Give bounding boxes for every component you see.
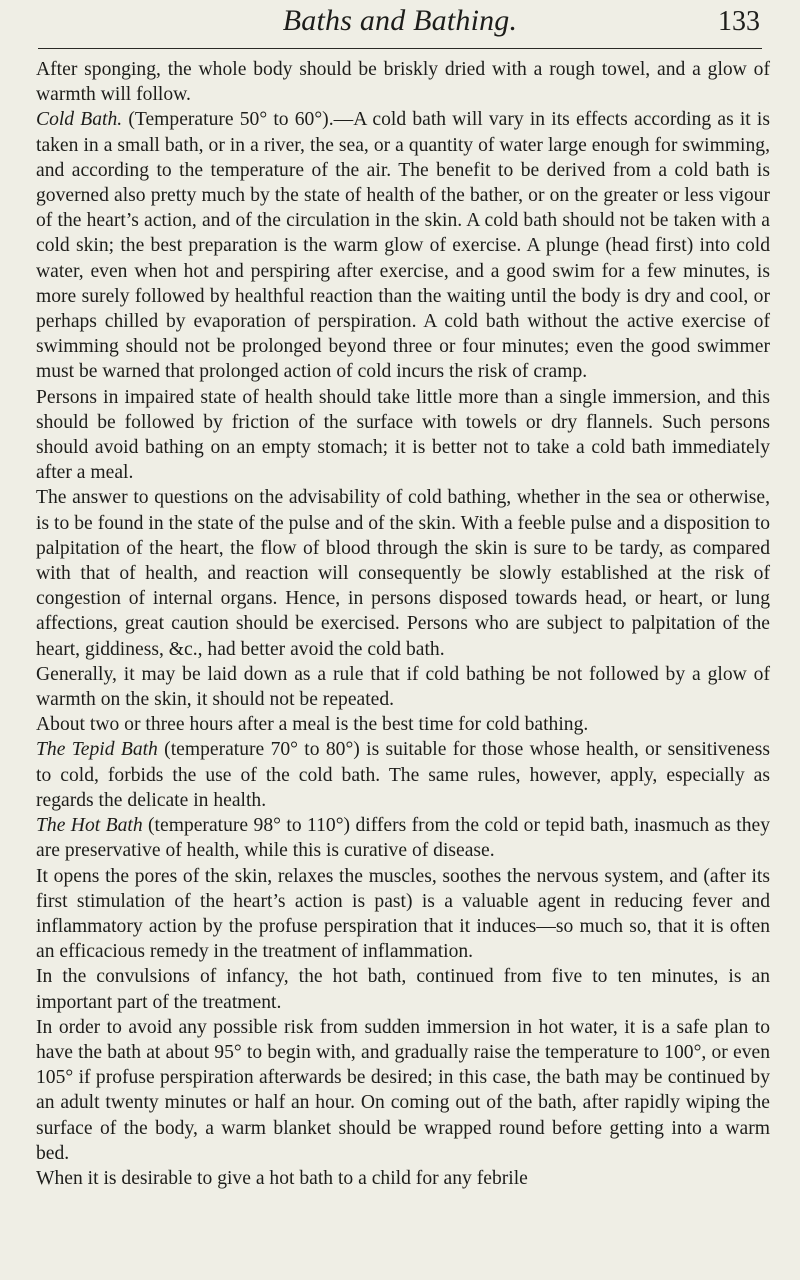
paragraph-text: Persons in impaired state of health should take little more than a single immersion, and this should be followed by friction of the surface with towels or dry flannels. Such persons should avoid bathing on an empty stomach; it is better not to take a cold bath immediately after a meal.	[36, 386, 770, 484]
paragraph	[36, 385, 770, 486]
paragraph	[36, 485, 770, 661]
paragraph	[36, 712, 770, 737]
paragraph	[36, 57, 770, 107]
paragraph-text: About two or three hours after a meal is the best time for cold bathing.	[36, 714, 589, 736]
paragraph-text: The answer to questions on the advisability of cold bathing, whether in the sea or otherwise, is to be found in the state of the pulse and of the skin. With a feeble pulse and a disposition to palpitation of the heart, the flow of blood through the skin is sure to be tardy, as compared with that of health, and reaction will consequently be slowly established at the risk of congestion of internal organs. Hence, in persons disposed towards head, or heart, or lung affections, great caution should be exercised. Persons who are subject to palpitation of the heart, giddiness, &c., had better avoid the cold bath.	[36, 487, 770, 660]
paragraph	[36, 964, 770, 1014]
paragraph-text: In order to avoid any possible risk from sudden immersion in hot water, it is a safe plan to have the bath at about 95° to begin with, and gradually raise the temperature to 100°, or even 105° if profuse perspiration afterwards be desired; in this case, the bath may be continued by an adult twenty minutes or half an hour. On coming out of the bath, after rapidly wiping the surface of the body, a warm blanket should be wrapped round before getting into a warm bed.	[36, 1016, 770, 1164]
paragraph-text: After sponging, the whole body should be briskly dried with a rough towel, and a glow of warmth will follow.	[36, 59, 770, 106]
paragraph-text: Generally, it may be laid down as a rule that if cold bathing be not followed by a glow of warmth on the skin, it should not be repeated.	[36, 663, 770, 711]
paragraph-text: (Temperature 50° to 60°).—A cold bath will vary in its effects according as it is taken in a small bath, or in a river, the sea, or a quantity of water large enough for swimming, and according to the temperature of the air. The benefit to be derived from a cold bath is governed also pretty much by the state of health of the bather, or on the greater or less vigour of the heart’s action, and of the circulation in the skin. A cold bath should not be taken with a cold skin; the best preparation is the warm glow of exercise. A plunge (head first) into cold water, even when hot and perspiring after exercise, and a good swim for a few minutes, is more surely followed by healthful reaction than the waiting until the body is dry and cool, or perhaps chilled by evaporation of perspiration. A cold bath without the active exercise of swimming should not be prolonged beyond three or four minutes; even the good swimmer must be warned that prolonged action of cold incurs the risk of cramp.	[36, 109, 770, 383]
body-text	[36, 57, 770, 1191]
page-number: 133	[718, 6, 760, 37]
paragraph-text: (temperature 98° to 110°) differs from the cold or tepid bath, inasmuch as they are preservative of health, while this is curative of disease.	[36, 815, 770, 862]
paragraph	[36, 864, 770, 965]
paragraph	[36, 1015, 770, 1166]
running-title: Baths and Bathing.	[282, 4, 518, 37]
paragraph-tepid-bath	[36, 737, 770, 813]
paragraph-cold-bath	[36, 107, 770, 384]
paragraph-text: In the convulsions of infancy, the hot bath, continued from five to ten minutes, is an important part of the treatment.	[36, 966, 770, 1013]
paragraph	[36, 1166, 770, 1191]
paragraph-text: It opens the pores of the skin, relaxes the muscles, soothes the nervous system, and (after its first stimulation of the heart’s action is past) is a valuable agent in reducing fever and inflammatory action by the profuse perspiration that it induces—so much so, that it is often an efficacious remedy in the treatment of inflammation.	[36, 865, 770, 963]
section-term: The Tepid Bath	[36, 739, 158, 761]
section-term: Cold Bath.	[36, 109, 123, 131]
section-term: The Hot Bath	[36, 815, 143, 837]
paragraph-hot-bath	[36, 813, 770, 863]
paragraph-text: When it is desirable to give a hot bath to a child for any febrile	[36, 1167, 528, 1189]
running-head	[38, 0, 762, 49]
paragraph-text: (temperature 70° to 80°) is suitable for those whose health, or sensitiveness to cold, forbids the use of the cold bath. The same rules, however, apply, especially as regards the delicate in health.	[36, 739, 770, 811]
paragraph	[36, 662, 770, 712]
